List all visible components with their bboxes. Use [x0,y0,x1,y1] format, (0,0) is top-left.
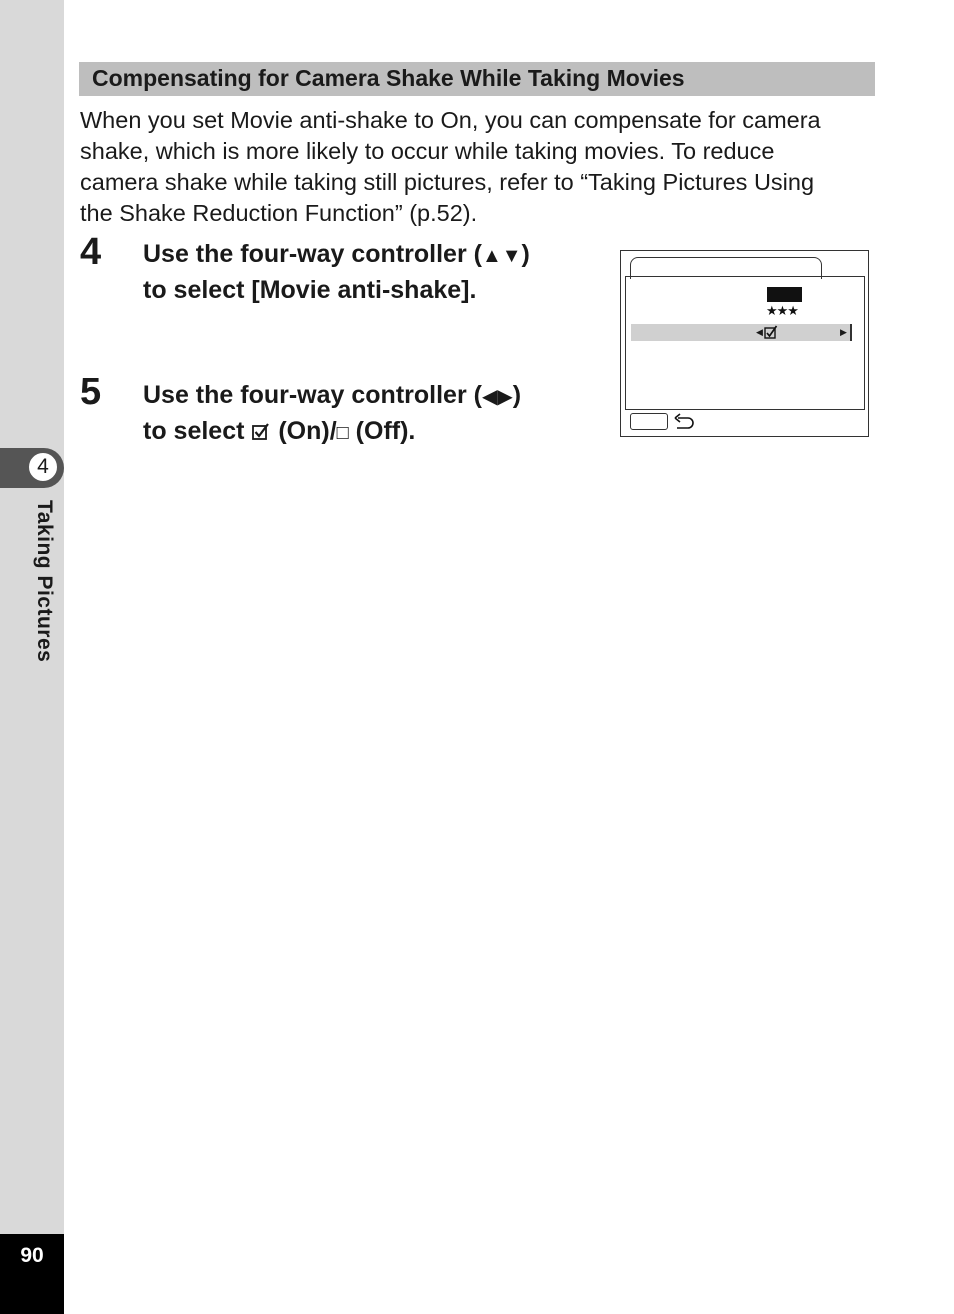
screen-menu-panel [625,276,865,410]
step-5-suffix: ) [512,381,522,409]
menu-button-icon [630,413,668,430]
left-arrow-icon: ◀ [756,327,763,337]
quality-stars-icon: ★★★ [766,303,798,318]
left-right-arrows-icon: ◀▶ [481,386,513,408]
intro-line: the Shake Reduction Function” (p.52). [80,200,478,226]
step-4-number: 4 [80,231,102,273]
step-4-text [143,237,530,307]
step-5-line-2 [143,414,521,450]
checkbox-checked-icon [251,421,271,441]
step-4-prefix: Use the four-way controller ( [143,240,482,268]
step-5-prefix: Use the four-way controller ( [143,381,482,409]
step-5-off-label: (Off). [348,417,416,445]
step-4-line-1 [143,237,530,273]
checkbox-empty-icon: □ [336,422,349,444]
screen-selected-value-box [767,287,802,302]
intro-line: shake, which is more likely to occur while taking movies. To reduce [80,138,775,164]
step-5-text [143,378,521,450]
step-4-line-2: to select [Movie anti-shake]. [143,276,477,304]
step-5-line-1 [143,378,521,414]
checkbox-checked-icon [764,325,778,339]
step-5-number: 5 [80,371,102,413]
chapter-label: Taking Pictures [33,500,56,663]
intro-paragraph [80,105,876,229]
step-4-suffix: ) [521,240,530,268]
right-arrow-icon: ▶ [840,327,847,337]
page-number: 90 [20,1244,44,1267]
chapter-number: 4 [27,451,59,483]
step-5-on-label: (On)/ [271,417,337,445]
section-title: Compensating for Camera Shake While Taking Movies [92,65,685,91]
intro-line: camera shake while taking still pictures, refer to “Taking Pictures Using [80,169,815,195]
back-arrow-icon [673,412,695,430]
screen-highlighted-row [631,324,852,341]
camera-screen-illustration [620,250,869,437]
intro-line: When you set Movie anti-shake to On, you can compensate for camera [80,107,821,133]
up-down-arrows-icon: ▲▼ [481,245,522,267]
step-5-line-2-prefix: to select [143,417,252,445]
